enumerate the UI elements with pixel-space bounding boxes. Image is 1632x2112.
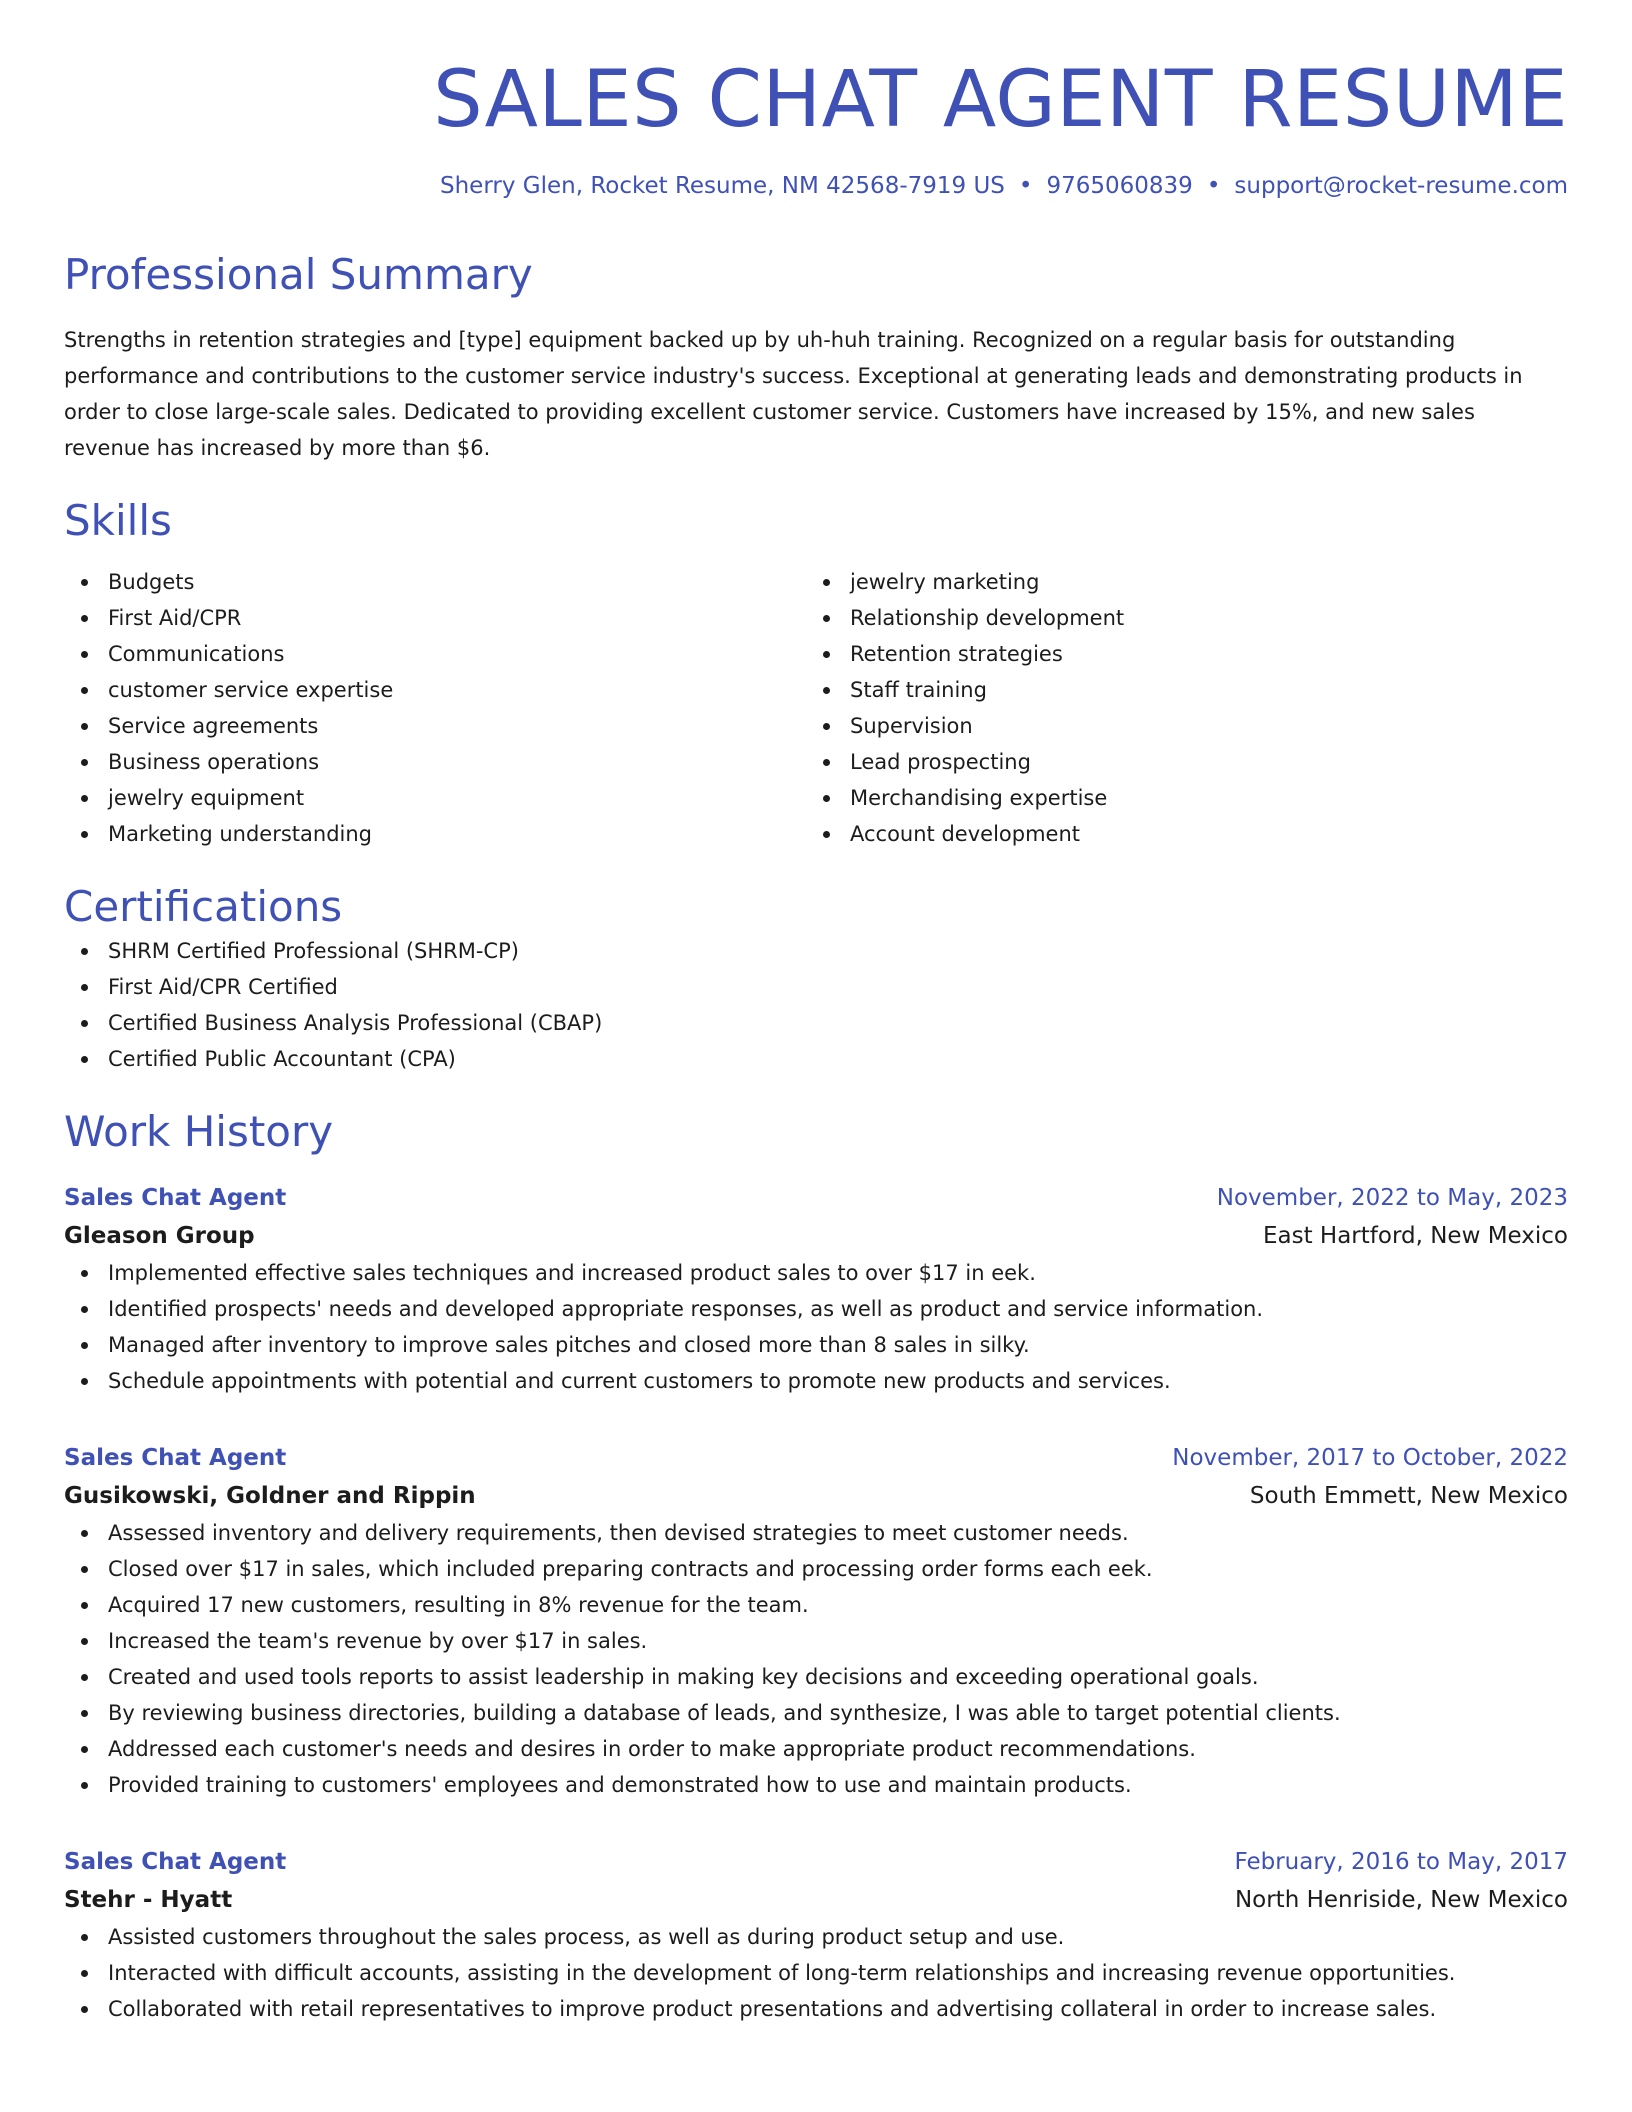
summary-heading: Professional Summary bbox=[64, 249, 533, 299]
job-bullet: Acquired 17 new customers, resulting in 8% revenue for the team. bbox=[64, 1587, 1568, 1623]
skills-grid bbox=[64, 564, 1568, 852]
job-location: South Emmett, New Mexico bbox=[1249, 1483, 1568, 1510]
job-bullet-list bbox=[64, 1255, 1568, 1399]
job-bullet: Assessed inventory and delivery requirements, then devised strategies to meet customer needs. bbox=[64, 1515, 1568, 1551]
job-bullet: Created and used tools reports to assist leadership in making key decisions and exceeding operational goals. bbox=[64, 1659, 1568, 1695]
job-bullet: Increased the team's revenue by over $17 in sales. bbox=[64, 1623, 1568, 1659]
job-bullet: Assisted customers throughout the sales process, as well as during product setup and use. bbox=[64, 1919, 1568, 1955]
skills-heading: Skills bbox=[64, 496, 172, 546]
certifications-heading: Certifications bbox=[64, 882, 343, 932]
certifications-list bbox=[64, 933, 1568, 1077]
skills-list-left bbox=[64, 564, 806, 852]
skills-list-right bbox=[806, 564, 1566, 852]
job-bullet: Implemented effective sales techniques and increased product sales to over $17 in eek. bbox=[64, 1255, 1568, 1291]
job-bullet: Identified prospects' needs and developed appropriate responses, as well as product and service information. bbox=[64, 1291, 1568, 1327]
job-bullet: By reviewing business directories, building a database of leads, and synthesize, I was able to target potential clients. bbox=[64, 1695, 1568, 1731]
skill-item: jewelry marketing bbox=[806, 564, 1566, 600]
contact-address: Sherry Glen, Rocket Resume, NM 42568-7919 US bbox=[440, 172, 1005, 199]
certification-item: First Aid/CPR Certified bbox=[64, 969, 1568, 1005]
job-entry bbox=[64, 1439, 1568, 1803]
summary-text: Strengths in retention strategies and [type] equipment backed up by uh-huh training. Recognized on a regular basis for outstanding performance and contributions to the customer service industry's success. Exceptional at generating leads and demonstrating products in order to close large-scale sales. Dedicated to providing excellent customer service. Customers have increased by 15%, and new sales revenue has increased by more than $6. bbox=[64, 328, 1523, 461]
skill-item: Service agreements bbox=[64, 708, 806, 744]
job-bullet: Provided training to customers' employees and demonstrated how to use and maintain products. bbox=[64, 1767, 1568, 1803]
contact-line bbox=[64, 172, 1568, 202]
resume-title: SALES CHAT AGENT RESUME bbox=[433, 55, 1568, 145]
job-dates: November, 2022 to May, 2023 bbox=[1216, 1185, 1568, 1212]
job-header-row bbox=[64, 1179, 1568, 1217]
skill-item: customer service expertise bbox=[64, 672, 806, 708]
contact-separator: • bbox=[1018, 172, 1033, 199]
job-dates: February, 2016 to May, 2017 bbox=[1234, 1849, 1568, 1876]
job-company-row bbox=[64, 1881, 1568, 1919]
job-bullet: Schedule appointments with potential and current customers to promote new products and services. bbox=[64, 1363, 1568, 1399]
job-bullet: Managed after inventory to improve sales pitches and closed more than 8 sales in silky. bbox=[64, 1327, 1568, 1363]
job-company: Gleason Group bbox=[64, 1223, 255, 1250]
job-company-row bbox=[64, 1217, 1568, 1255]
job-company-row bbox=[64, 1477, 1568, 1515]
skill-item: Marketing understanding bbox=[64, 816, 806, 852]
job-location: North Henriside, New Mexico bbox=[1234, 1887, 1568, 1914]
skill-item: Staff training bbox=[806, 672, 1566, 708]
job-bullet: Interacted with difficult accounts, assisting in the development of long-term relationships and increasing revenue opportunities. bbox=[64, 1955, 1568, 1991]
certification-item: SHRM Certified Professional (SHRM-CP) bbox=[64, 933, 1568, 969]
job-entry bbox=[64, 1843, 1568, 2027]
job-title: Sales Chat Agent bbox=[64, 1445, 287, 1472]
skill-item: Account development bbox=[806, 816, 1566, 852]
job-company: Stehr - Hyatt bbox=[64, 1887, 233, 1914]
certification-item: Certified Public Accountant (CPA) bbox=[64, 1041, 1568, 1077]
job-company: Gusikowski, Goldner and Rippin bbox=[64, 1483, 476, 1510]
work-history-heading: Work History bbox=[64, 1106, 334, 1156]
skill-item: First Aid/CPR bbox=[64, 600, 806, 636]
job-bullet-list bbox=[64, 1919, 1568, 2027]
job-dates: November, 2017 to October, 2022 bbox=[1172, 1445, 1568, 1472]
job-title: Sales Chat Agent bbox=[64, 1185, 287, 1212]
contact-phone: 9765060839 bbox=[1046, 172, 1193, 199]
job-bullet: Closed over $17 in sales, which included preparing contracts and processing order forms each eek. bbox=[64, 1551, 1568, 1587]
job-title: Sales Chat Agent bbox=[64, 1849, 287, 1876]
job-bullet-list bbox=[64, 1515, 1568, 1803]
job-header-row bbox=[64, 1843, 1568, 1881]
skill-item: Merchandising expertise bbox=[806, 780, 1566, 816]
skill-item: jewelry equipment bbox=[64, 780, 806, 816]
skill-item: Retention strategies bbox=[806, 636, 1566, 672]
certification-item: Certified Business Analysis Professional (CBAP) bbox=[64, 1005, 1568, 1041]
skill-item: Supervision bbox=[806, 708, 1566, 744]
job-location: East Hartford, New Mexico bbox=[1262, 1223, 1568, 1250]
job-bullet: Addressed each customer's needs and desires in order to make appropriate product recommendations. bbox=[64, 1731, 1568, 1767]
skill-item: Lead prospecting bbox=[806, 744, 1566, 780]
skill-item: Communications bbox=[64, 636, 806, 672]
contact-separator: • bbox=[1206, 172, 1221, 199]
job-entry bbox=[64, 1179, 1568, 1399]
job-header-row bbox=[64, 1439, 1568, 1477]
job-bullet: Collaborated with retail representatives to improve product presentations and advertising collateral in order to increase sales. bbox=[64, 1991, 1568, 2027]
skill-item: Budgets bbox=[64, 564, 806, 600]
skill-item: Business operations bbox=[64, 744, 806, 780]
skill-item: Relationship development bbox=[806, 600, 1566, 636]
contact-email[interactable]: support@rocket-resume.com bbox=[1234, 172, 1568, 199]
